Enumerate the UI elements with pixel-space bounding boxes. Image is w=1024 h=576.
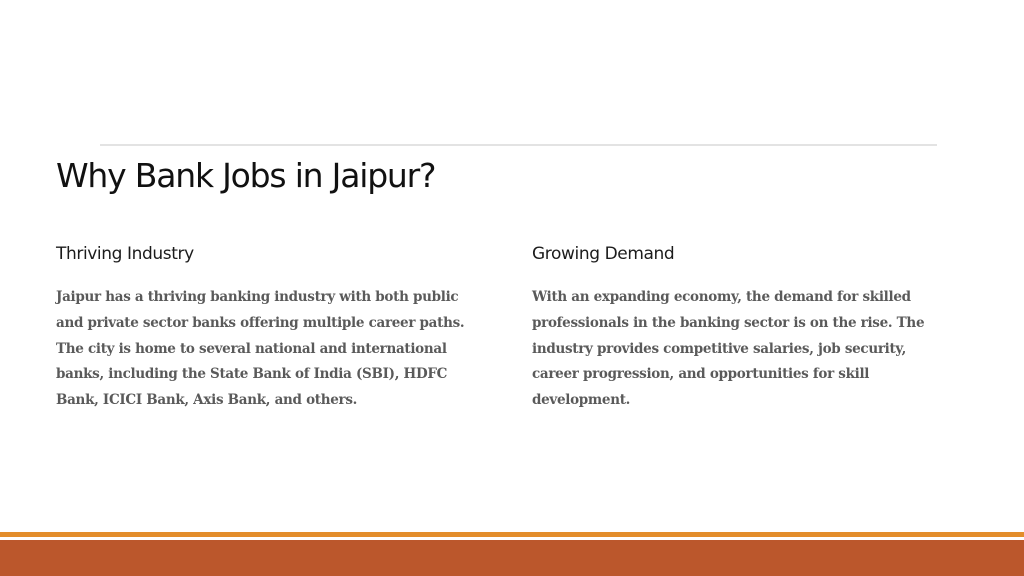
column-growing-demand bbox=[532, 240, 932, 414]
title-divider-line bbox=[100, 144, 937, 146]
column-heading: Thriving Industry bbox=[56, 244, 194, 264]
footer-band bbox=[0, 540, 1024, 576]
column-heading: Growing Demand bbox=[532, 244, 675, 264]
column-body-text: With an expanding economy, the demand for skilled professionals in the banking sector is on the rise. The industry provides competitive salaries, job security, career progression, and opportunities for skill development. bbox=[532, 289, 925, 409]
footer-accent-stripe bbox=[0, 532, 1024, 537]
slide-title: Why Bank Jobs in Jaipur? bbox=[56, 156, 436, 195]
column-body-text: Jaipur has a thriving banking industry with both public and private sector banks offering multiple career paths. The city is home to several national and international banks, including the State Bank of India (SBI), HDFC Bank, ICICI Bank, Axis Bank, and others. bbox=[56, 289, 465, 409]
column-thriving-industry bbox=[56, 240, 476, 414]
